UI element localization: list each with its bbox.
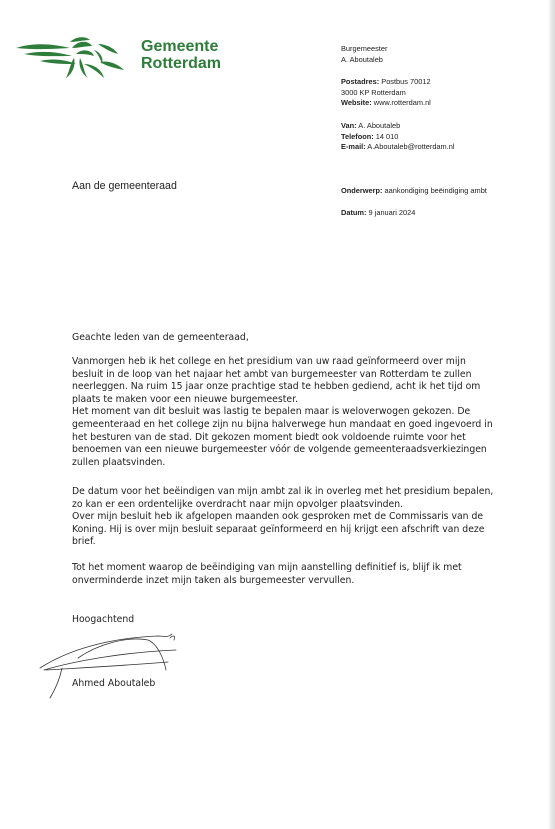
contact-block [341, 121, 455, 153]
email-label: E-mail: [341, 142, 366, 152]
paragraph-1 [72, 356, 512, 469]
paragraph-2 [72, 486, 512, 549]
datum-label: Datum: [341, 208, 367, 217]
paragraph-line: zullen plaatsvinden. [72, 456, 166, 468]
paragraph-line: Vanmorgen heb ik het college en het presidium van uw raad geïnformeerd over mijn [72, 356, 466, 367]
paragraph-line: plaats te maken voor een nieuwe burgemeester. [72, 393, 299, 405]
van-value: A. Aboutaleb [358, 121, 401, 130]
telefoon-value: 14 010 [375, 131, 399, 141]
paragraph-line: Tot het moment waarop de beëindiging van mijn aanstelling definitief is, blijf ik met [72, 562, 462, 573]
paragraph-line: het besturen van de stad. Dit gekozen moment biedt ook voldoende ruimte voor het [72, 431, 466, 443]
organization-logo-text [141, 38, 221, 72]
paragraph-line: Het moment van dit besluit was lastig te bepalen maar is weloverwogen gekozen. De [72, 406, 471, 418]
postadres-line-1: Postbus 70012 [381, 77, 431, 86]
sender-name: A. Aboutaleb [341, 54, 383, 64]
sender-title: Burgemeester [341, 44, 388, 53]
telefoon-label: Telefoon: [341, 131, 374, 141]
email-value: A.Aboutaleb@rotterdam.nl [367, 142, 455, 152]
paragraph-3 [72, 562, 512, 587]
paragraph-line: besluit in de loop van het najaar het ambt van burgemeester van Rotterdam te zullen [72, 368, 472, 380]
paragraph-line: benoemen van een nieuwe burgemeester vóór de volgende gemeenteraadsverkiezingen [72, 444, 487, 456]
rotterdam-logo-icon [14, 34, 134, 80]
logo-line-2: Rotterdam [141, 55, 222, 72]
subject-line [341, 186, 487, 197]
paragraph-line: gemeenteraad en het college zijn nu bijna halverwege hun mandaat en goed ingevoerd in [72, 418, 493, 430]
date-line [341, 208, 415, 219]
datum-value: 9 januari 2024 [368, 208, 416, 217]
salutation: Geachte leden van de gemeenteraad, [72, 332, 249, 343]
paragraph-line: brief. [72, 536, 96, 548]
paragraph-line: Koning. Hij is over mijn besluit separaat geïnformeerd en hij krijgt een afschrift van deze [72, 523, 485, 535]
page-edge-shadow [549, 0, 555, 829]
paragraph-line: neerleggen. Na ruim 15 jaar onze prachtige stad te hebben gediend, acht ik het tijd om [72, 381, 481, 393]
paragraph-line: onverminderde inzet mijn taken als burgemeester vervullen. [72, 574, 355, 586]
onderwerp-value: aankondiging beëindiging ambt [384, 186, 487, 195]
postadres-line-2: 3000 KP Rotterdam [341, 87, 406, 97]
onderwerp-label: Onderwerp: [341, 186, 383, 195]
postadres-label: Postadres: [341, 77, 380, 86]
signatory-name: Ahmed Aboutaleb [72, 678, 156, 689]
recipient-address: Aan de gemeenteraad [72, 180, 177, 192]
paragraph-line: zo kan er een ordentelijke overdracht naar mijn opvolger plaatsvinden. [72, 498, 404, 510]
paragraph-line: De datum voor het beëindigen van mijn ambt zal ik in overleg met het presidium bepalen, [72, 486, 494, 497]
van-label: Van: [341, 121, 357, 130]
website-value: www.rotterdam.nl [373, 98, 431, 108]
paragraph-line: Over mijn besluit heb ik afgelopen maanden ook gesproken met de Commissaris van de [72, 511, 484, 523]
website-label: Website: [341, 98, 372, 108]
closing: Hoogachtend [72, 614, 135, 625]
postal-block [341, 77, 431, 109]
logo-line-1: Gemeente [141, 38, 219, 55]
sender-block [341, 44, 387, 65]
